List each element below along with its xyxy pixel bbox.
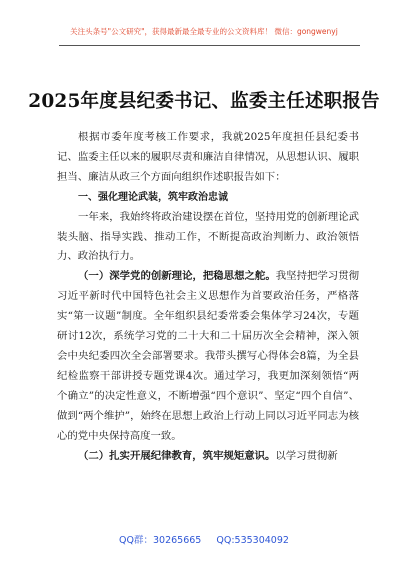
header-rule bbox=[59, 45, 360, 46]
qq-group-text: QQ群：30265665 bbox=[119, 535, 202, 546]
document-title: 2025年度县纪委书记、监委主任述职报告 bbox=[28, 91, 380, 112]
subsection-lead: （一）深学党的创新理论，把稳思想之舵。 bbox=[78, 270, 276, 283]
subsection-text: 我坚持把学习贯彻习近平新时代中国特色社会主义思想作为首要政治任务，严格落实“第一议题”制度。全年组织县纪委常委会集体学习24次，专题研讨12次，系统学习党的二十大和二十届历次全会精神，深入领会中央纪委四次全会部署要求。我带头撰写心得体会8篇，为全县纪检监察干部讲授专题党课4次。通过学习，我更加深刻领悟“两个确立”的决定性意义，不断增强“四个意识”、坚定“四个自信”、做到“两个维护”，始终在思想上政治上行动上同以习近平同志为核心的党中央保持高度一致。 bbox=[57, 270, 360, 442]
qq-text: QQ:535304092 bbox=[216, 535, 289, 546]
subsection-text: 以学习贯彻新 bbox=[275, 449, 338, 462]
document-body bbox=[57, 128, 359, 466]
section-paragraph: 一年来，我始终将政治建设摆在首位，坚持用党的创新理论武装头脑、指导实践、推动工作，不断提高政治判断力、政治领悟力、政治执行力。 bbox=[57, 210, 359, 263]
subsection-paragraph bbox=[57, 447, 359, 467]
section-heading: 一、强化理论武装，筑牢政治忠诚 bbox=[78, 191, 228, 203]
page-footer bbox=[0, 532, 408, 546]
page-header: 关注头条号"公文研究"，获得最新最全最专业的公文资料库！ 微信：gongwenyj bbox=[70, 27, 338, 36]
intro-paragraph: 根据市委年度考核工作要求，我就2025年度担任县纪委书记、监委主任以来的履职尽责和廉洁自律情况，从思想认识、履职担当、廉洁从政三个方面向组织作述职报告如下： bbox=[57, 131, 359, 183]
subsection-lead: （二）扎实开展纪律教育，筑牢规矩意识。 bbox=[78, 449, 276, 462]
subsection-paragraph bbox=[57, 267, 359, 446]
